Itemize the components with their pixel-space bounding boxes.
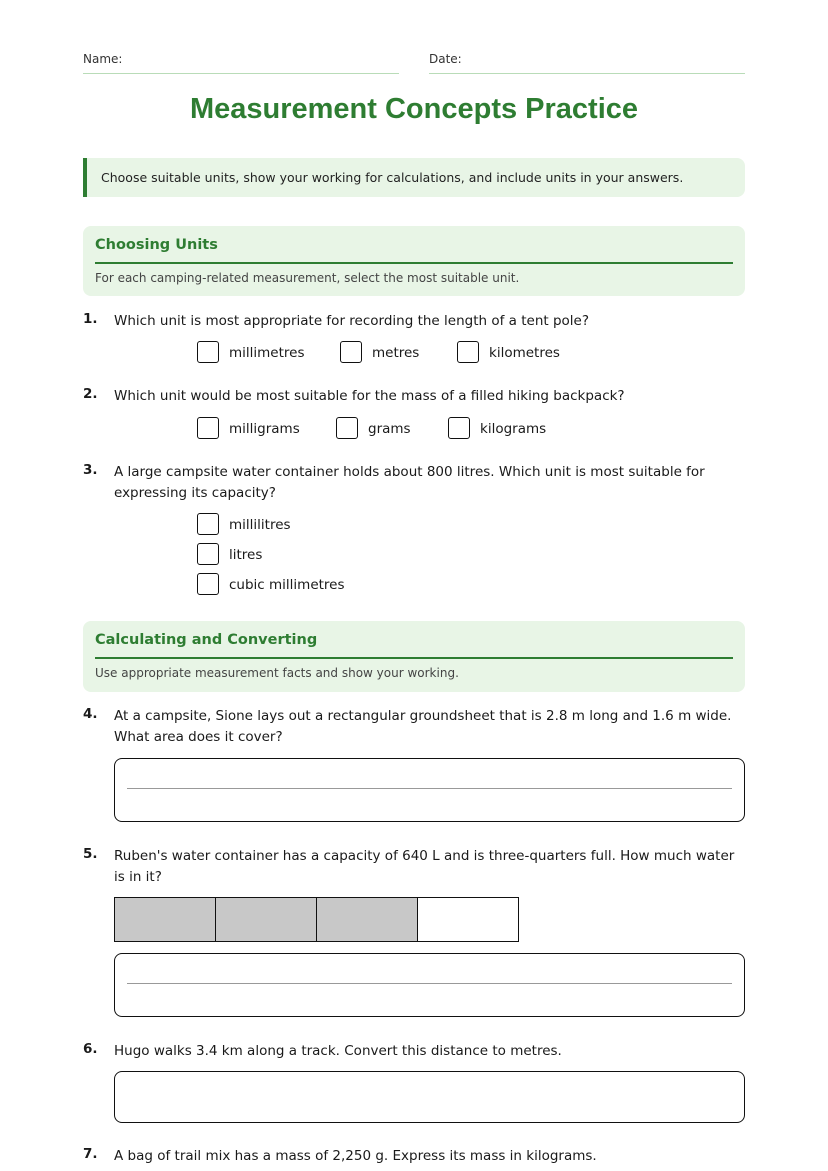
answer-box[interactable] (114, 953, 745, 1017)
checkbox[interactable] (457, 341, 479, 363)
bar-segment-shaded (316, 897, 418, 942)
option-checkbox[interactable] (197, 341, 327, 365)
page-title: Measurement Concepts Practice (189, 93, 639, 125)
option-label: kilograms (480, 421, 547, 437)
checkbox[interactable] (197, 573, 219, 595)
option-label: millimetres (229, 345, 305, 361)
bar-segment-shaded (114, 897, 216, 942)
question-text: A bag of trail mix has a mass of 2,250 g. Express its mass in kilograms. (114, 1148, 597, 1164)
checkbox[interactable] (197, 513, 219, 535)
option-checkbox[interactable] (197, 513, 357, 537)
answer-box[interactable] (114, 758, 745, 822)
checkbox[interactable] (197, 543, 219, 565)
option-checkbox[interactable] (197, 573, 397, 597)
date-field[interactable]: Date: (429, 52, 745, 74)
option-label: millilitres (229, 517, 291, 533)
instructions-banner: Choose suitable units, show your working for calculations, and include units in your answers. (83, 158, 745, 197)
fraction-bar-model (114, 897, 520, 942)
answer-line (127, 983, 732, 984)
section-choosing-units (83, 226, 745, 296)
question-number: 3. (83, 462, 98, 478)
answer-box[interactable] (114, 1071, 745, 1123)
question-text: Hugo walks 3.4 km along a track. Convert this distance to metres. (114, 1043, 562, 1059)
option-checkbox[interactable] (340, 341, 450, 365)
question-number: 6. (83, 1041, 98, 1057)
question-number: 2. (83, 386, 98, 402)
section-title: Choosing Units (95, 236, 733, 264)
option-label: cubic millimetres (229, 577, 345, 593)
option-checkbox[interactable] (197, 417, 327, 441)
section-subtitle: Use appropriate measurement facts and show your working. (95, 666, 459, 680)
section-calculating-converting (83, 621, 745, 692)
option-label: kilometres (489, 345, 560, 361)
question-number: 4. (83, 706, 98, 722)
option-label: milligrams (229, 421, 300, 437)
question-text: Which unit is most appropriate for recording the length of a tent pole? (114, 313, 590, 329)
question-text: At a campsite, Sione lays out a rectangular groundsheet that is 2.8 m long and 1.6 m wide. What area does it cover? (114, 708, 732, 745)
question-number: 7. (83, 1146, 98, 1162)
answer-line (127, 788, 732, 789)
question-number: 5. (83, 846, 98, 862)
option-checkbox[interactable] (336, 417, 436, 441)
option-checkbox[interactable] (197, 543, 357, 567)
header-fields (83, 52, 745, 74)
option-label: grams (368, 421, 411, 437)
checkbox[interactable] (448, 417, 470, 439)
checkbox[interactable] (336, 417, 358, 439)
checkbox[interactable] (340, 341, 362, 363)
option-checkbox[interactable] (448, 417, 568, 441)
question-text: Which unit would be most suitable for the mass of a filled hiking backpack? (114, 388, 625, 404)
section-subtitle: For each camping-related measurement, select the most suitable unit. (95, 271, 520, 285)
question-text: A large campsite water container holds about 800 litres. Which unit is most suitable for expressing its capacity? (114, 464, 705, 501)
bar-segment-empty (417, 897, 519, 942)
question-number: 1. (83, 311, 98, 327)
section-title: Calculating and Converting (95, 631, 733, 659)
option-checkbox[interactable] (457, 341, 577, 365)
checkbox[interactable] (197, 341, 219, 363)
question-text: Ruben's water container has a capacity of 640 L and is three-quarters full. How much water is in it? (114, 848, 735, 885)
option-label: metres (372, 345, 420, 361)
option-label: litres (229, 547, 263, 563)
name-field[interactable]: Name: (83, 52, 399, 74)
checkbox[interactable] (197, 417, 219, 439)
bar-segment-shaded (215, 897, 317, 942)
